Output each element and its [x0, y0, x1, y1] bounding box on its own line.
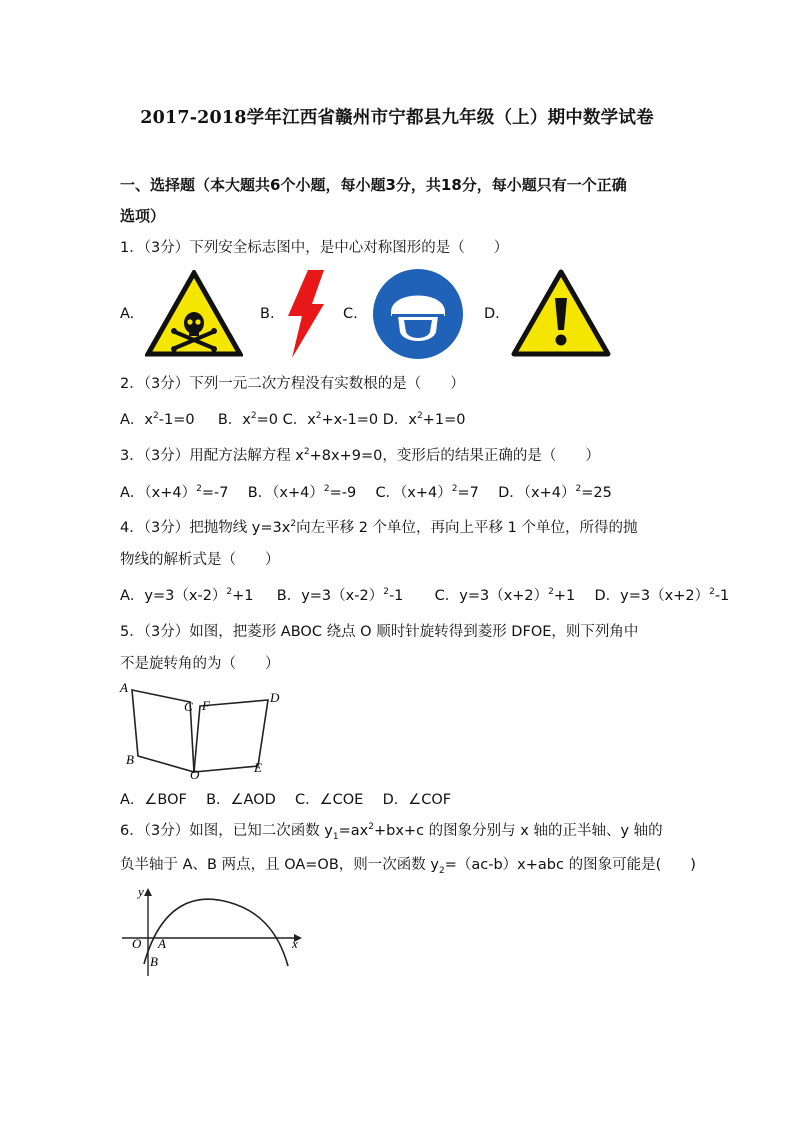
q2-option-a: A．$x^2-1=0$	[120, 411, 195, 428]
section-heading-line1: 一、选择题（本大题共6个小题，每小题3分，共18分，每小题只有一个正确	[120, 176, 627, 194]
lightning-bolt-icon	[284, 268, 328, 360]
fig6-label-a: A	[158, 936, 166, 951]
helmet-sign-icon	[372, 268, 464, 360]
q4-stem-line1: 4．（3分）把抛物线 $y=3x^2$向左平移 2 个单位，再向上平移 1 个单位，所得的抛	[120, 519, 638, 536]
q4-option-d: D．$y=3(x+2)^2-1$	[594, 587, 730, 604]
skull-warning-sign-icon	[145, 270, 243, 358]
q1-stem: 1．（3分）下列安全标志图中，是中心对称图形的是（ ）	[120, 240, 509, 256]
rhombus-rotation-figure	[118, 680, 288, 780]
q4-options	[120, 586, 730, 606]
page-title: 2017-2018学年江西省赣州市宁都县九年级（上）期中数学试卷	[140, 108, 654, 128]
fig6-label-y: y	[138, 884, 144, 899]
q3-options	[120, 483, 680, 503]
q5-option-a: A．∠BOF	[120, 792, 187, 808]
q1-label-c: C.	[343, 306, 358, 322]
section-heading-line2: 选项）	[120, 207, 166, 225]
q2-option-c: C．$x^2+x-1=0$	[282, 411, 379, 428]
q3-option-d: D．$(x+4)^2=25$	[498, 484, 612, 501]
fig5-label-f: F	[202, 698, 210, 713]
fig5-label-b: B	[126, 752, 134, 767]
fig6-label-x: x	[292, 936, 298, 951]
fig5-label-a: A	[120, 680, 128, 695]
q3-stem: 3．（3分）用配方法解方程 $x^2+8x+9=0$，变形后的结果正确的是（ ）	[120, 447, 600, 464]
q4-option-a: A．$y=3(x-2)^2+1$	[120, 587, 254, 604]
fig5-label-c: C	[184, 699, 193, 714]
q5-option-d: D．∠COF	[382, 792, 452, 808]
q5-option-b: B．∠AOD	[206, 792, 276, 808]
q2-stem: 2．（3分）下列一元二次方程没有实数根的是（ ）	[120, 376, 465, 392]
fig6-label-o: O	[132, 936, 142, 951]
q1-label-d: D.	[484, 306, 500, 322]
q4-option-c: C．$y=3(x+2)^2+1$	[434, 587, 576, 604]
q4-option-b: B．$y=3(x-2)^2-1$	[276, 587, 404, 604]
q2-option-b: B．$x^2=0$	[217, 411, 278, 428]
q3-option-c: C．$(x+4)^2=7$	[375, 484, 479, 501]
fig5-label-e: E	[254, 760, 262, 775]
q2-option-d: D．$x^2+1=0$	[382, 411, 466, 428]
q6-stem-line1: 6．（3分）如图，已知二次函数 $y_1=ax^2+bx+c$ 的图象分别与 x 轴的正半轴、y 轴的	[120, 822, 663, 842]
q5-options	[120, 790, 680, 810]
q4-stem-line2: 物线的解析式是（ ）	[120, 552, 280, 568]
q5-stem-line1: 5．（3分）如图，把菱形 ABOC 绕点 O 顺时针旋转得到菱形 DFOE，则下列角中	[120, 624, 639, 640]
fig5-label-o: O	[190, 767, 200, 780]
q3-option-a: A．$(x+4)^2=-7$	[120, 484, 229, 501]
q2-options	[120, 410, 680, 430]
q1-label-a: A.	[120, 306, 135, 322]
q3-option-b: B．$(x+4)^2=-9$	[247, 484, 357, 501]
fig5-label-d: D	[270, 690, 280, 705]
fig6-label-b: B	[150, 954, 158, 969]
q6-stem-line2: 负半轴于 A、B 两点，且 OA=OB，则一次函数 $y_2=(ac-b)x+abc$ 的图象可能是( )	[120, 857, 696, 876]
exclamation-warning-sign-icon	[510, 268, 612, 358]
parabola-figure	[118, 880, 308, 980]
section-heading	[120, 170, 680, 232]
q1-label-b: B.	[260, 306, 275, 322]
q5-option-c: C．∠COE	[295, 792, 364, 808]
q5-stem-line2: 不是旋转角的为（ ）	[120, 656, 280, 672]
